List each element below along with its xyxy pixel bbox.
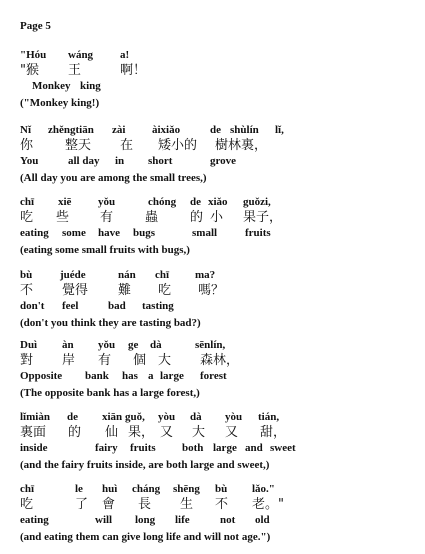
hanzi-word: 不 — [20, 283, 34, 298]
translation-row — [20, 168, 420, 188]
gloss-word: grove — [210, 155, 237, 167]
pinyin-word: guǒzi, — [243, 196, 271, 208]
hanzi-word: 些 — [56, 210, 70, 225]
gloss-word: not — [220, 514, 236, 526]
hanzi-word: 裏面 — [20, 425, 47, 440]
gloss-word: long — [135, 514, 156, 526]
gloss-word: some — [62, 227, 86, 239]
translation-line: (All day you are among the small trees,) — [20, 172, 207, 184]
translation-line: ("Monkey king!) — [20, 97, 100, 109]
pinyin-word: zhěngtiān — [48, 124, 94, 136]
pinyin-word: nán — [118, 269, 136, 281]
gloss-word: eating — [20, 514, 49, 526]
hanzi-word: 森林， — [200, 353, 240, 368]
hanzi-word: 大 — [158, 353, 172, 368]
gloss-word: small — [192, 227, 218, 239]
pinyin-word: a! — [120, 49, 130, 61]
hanzi-line — [20, 137, 420, 154]
pinyin-word: le — [75, 483, 83, 495]
pinyin-word: de — [190, 196, 201, 208]
hanzi-word: 吃 — [20, 210, 34, 225]
hanzi-word: 矮小的 — [158, 138, 198, 153]
translation-line: (don't you think they are tasting bad?) — [20, 317, 201, 329]
gloss-word: large — [213, 442, 237, 454]
hanzi-word: 老。" — [252, 497, 284, 512]
gloss-word: short — [148, 155, 173, 167]
pinyin-word: bù — [20, 269, 33, 281]
pinyin-word: yòu — [158, 411, 176, 423]
pinyin-line — [20, 410, 420, 424]
gloss-word: fruits — [245, 227, 271, 239]
hanzi-word: 樹林裏， — [215, 138, 268, 153]
pinyin-word: dà — [150, 339, 162, 351]
gloss-word: forest — [200, 370, 227, 382]
hanzi-word: 有 — [100, 210, 114, 225]
pinyin-word: huì — [102, 483, 118, 495]
gloss-word: inside — [20, 442, 48, 454]
page-number: Page 5 — [20, 20, 51, 32]
gloss-line — [20, 226, 420, 240]
gloss-word: will — [95, 514, 113, 526]
gloss-word: large — [160, 370, 184, 382]
pinyin-line — [20, 195, 420, 209]
pinyin-word: ma? — [195, 269, 216, 281]
pinyin-word: dà — [190, 411, 202, 423]
hanzi-word: 仙 — [105, 425, 119, 440]
pinyin-word: àn — [62, 339, 74, 351]
pinyin-word: xiǎo — [208, 196, 228, 208]
hanzi-word: 在 — [120, 138, 134, 153]
hanzi-word: 果， — [128, 425, 155, 440]
gloss-line — [20, 79, 420, 93]
hanzi-word: 嗎？ — [198, 283, 225, 298]
gloss-word: and — [245, 442, 263, 454]
gloss-word: both — [182, 442, 204, 454]
hanzi-line — [20, 496, 420, 513]
hanzi-word: 岸 — [62, 353, 76, 368]
hanzi-line — [20, 62, 420, 79]
hanzi-word: 生 — [180, 497, 194, 512]
hanzi-word: 啊！ — [120, 63, 147, 78]
hanzi-word: 的 — [68, 425, 82, 440]
hanzi-word: 大 — [192, 425, 206, 440]
translation-line: (and the fairy fruits inside, are both large and sweet,) — [20, 459, 270, 471]
translation-line: (and eating them can give long life and will not age.") — [20, 531, 271, 543]
translation-line: (The opposite bank has a large forest,) — [20, 387, 200, 399]
gloss-word: fairy — [95, 442, 118, 454]
pinyin-word: "Hóu — [20, 49, 47, 61]
hanzi-line — [20, 424, 420, 441]
pinyin-word: wáng — [68, 49, 94, 61]
pinyin-line — [20, 48, 420, 62]
hanzi-word: 對 — [20, 353, 34, 368]
hanzi-word: 你 — [20, 138, 34, 153]
hanzi-word: 的 — [190, 210, 204, 225]
gloss-word: life — [175, 514, 190, 526]
pinyin-word: de — [67, 411, 78, 423]
translation-row — [20, 93, 420, 113]
hanzi-line — [20, 282, 420, 299]
hanzi-word: "猴 — [20, 63, 39, 78]
pinyin-word: lǎo." — [252, 483, 275, 495]
hanzi-word: 又 — [225, 425, 239, 440]
gloss-word: Monkey — [32, 80, 71, 92]
hanzi-word: 個 — [133, 353, 147, 368]
pinyin-word: de — [210, 124, 221, 136]
pinyin-word: lǐmiàn — [20, 411, 50, 423]
pinyin-word: guǒ, — [125, 411, 145, 423]
hanzi-word: 難 — [118, 283, 132, 298]
pinyin-word: lǐ, — [275, 124, 284, 136]
hanzi-word: 果子， — [243, 210, 283, 225]
gloss-word: bugs — [133, 227, 156, 239]
pinyin-word: bù — [215, 483, 228, 495]
gloss-word: tasting — [142, 300, 174, 312]
pinyin-word: chī — [20, 196, 35, 208]
gloss-word: bad — [108, 300, 126, 312]
hanzi-word: 吃 — [158, 283, 172, 298]
hanzi-word: 有 — [98, 353, 112, 368]
pinyin-word: Nǐ — [20, 124, 31, 136]
translation-line: (eating some small fruits with bugs,) — [20, 244, 190, 256]
gloss-word: feel — [62, 300, 79, 312]
pinyin-word: xiān — [102, 411, 123, 423]
translation-row — [20, 240, 420, 260]
pinyin-word: shēng — [173, 483, 200, 495]
pinyin-line — [20, 482, 420, 496]
gloss-word: in — [115, 155, 125, 167]
translation-row — [20, 455, 420, 475]
gloss-line — [20, 441, 420, 455]
hanzi-word: 蟲 — [145, 210, 159, 225]
pinyin-word: ge — [128, 339, 139, 351]
pinyin-word: cháng — [132, 483, 161, 495]
pinyin-word: yǒu — [98, 196, 116, 208]
translation-row — [20, 527, 420, 547]
gloss-word: fruits — [130, 442, 156, 454]
gloss-word: eating — [20, 227, 49, 239]
stanza — [20, 268, 420, 333]
gloss-word: sweet — [270, 442, 296, 454]
pinyin-word: chóng — [148, 196, 177, 208]
gloss-word: don't — [20, 300, 45, 312]
hanzi-line — [20, 209, 420, 226]
pinyin-word: shùlín — [230, 124, 259, 136]
stanza — [20, 123, 420, 188]
pinyin-word: chī — [155, 269, 170, 281]
pinyin-word: yǒu — [98, 339, 116, 351]
hanzi-word: 小 — [210, 210, 224, 225]
pinyin-word: chī — [20, 483, 35, 495]
gloss-word: king — [80, 80, 101, 92]
pinyin-word: sēnlín, — [195, 339, 226, 351]
gloss-line — [20, 369, 420, 383]
translation-row — [20, 383, 420, 403]
gloss-line — [20, 513, 420, 527]
pinyin-word: yòu — [225, 411, 243, 423]
hanzi-line — [20, 352, 420, 369]
gloss-word: Opposite — [20, 370, 63, 382]
pinyin-line — [20, 268, 420, 282]
pinyin-word: juéde — [60, 269, 86, 281]
hanzi-word: 又 — [160, 425, 174, 440]
pinyin-word: àixiǎo — [152, 124, 181, 136]
hanzi-word: 長 — [138, 497, 152, 512]
hanzi-word: 整天 — [65, 138, 92, 153]
stanza — [20, 410, 420, 475]
hanzi-word: 吃 — [20, 497, 34, 512]
stanza — [20, 338, 420, 403]
gloss-word: has — [122, 370, 138, 382]
hanzi-word: 會 — [102, 497, 116, 512]
gloss-word: have — [98, 227, 120, 239]
hanzi-word: 覺得 — [62, 283, 89, 298]
hanzi-word: 不 — [215, 497, 229, 512]
pinyin-word: tián, — [258, 411, 280, 423]
gloss-word: all day — [68, 155, 100, 167]
hanzi-word: 了 — [75, 497, 89, 512]
hanzi-word: 甜， — [260, 425, 287, 440]
stanza — [20, 48, 420, 113]
gloss-line — [20, 154, 420, 168]
translation-row — [20, 313, 420, 333]
gloss-word: a — [148, 370, 154, 382]
gloss-word: bank — [85, 370, 109, 382]
pinyin-word: zài — [112, 124, 126, 136]
pinyin-word: Duì — [20, 339, 38, 351]
stanza — [20, 195, 420, 260]
gloss-word: You — [20, 155, 39, 167]
pinyin-line — [20, 338, 420, 352]
gloss-line — [20, 299, 420, 313]
pinyin-word: xiē — [58, 196, 72, 208]
gloss-word: old — [255, 514, 270, 526]
stanza — [20, 482, 420, 547]
hanzi-word: 王 — [68, 63, 82, 78]
pinyin-line — [20, 123, 420, 137]
